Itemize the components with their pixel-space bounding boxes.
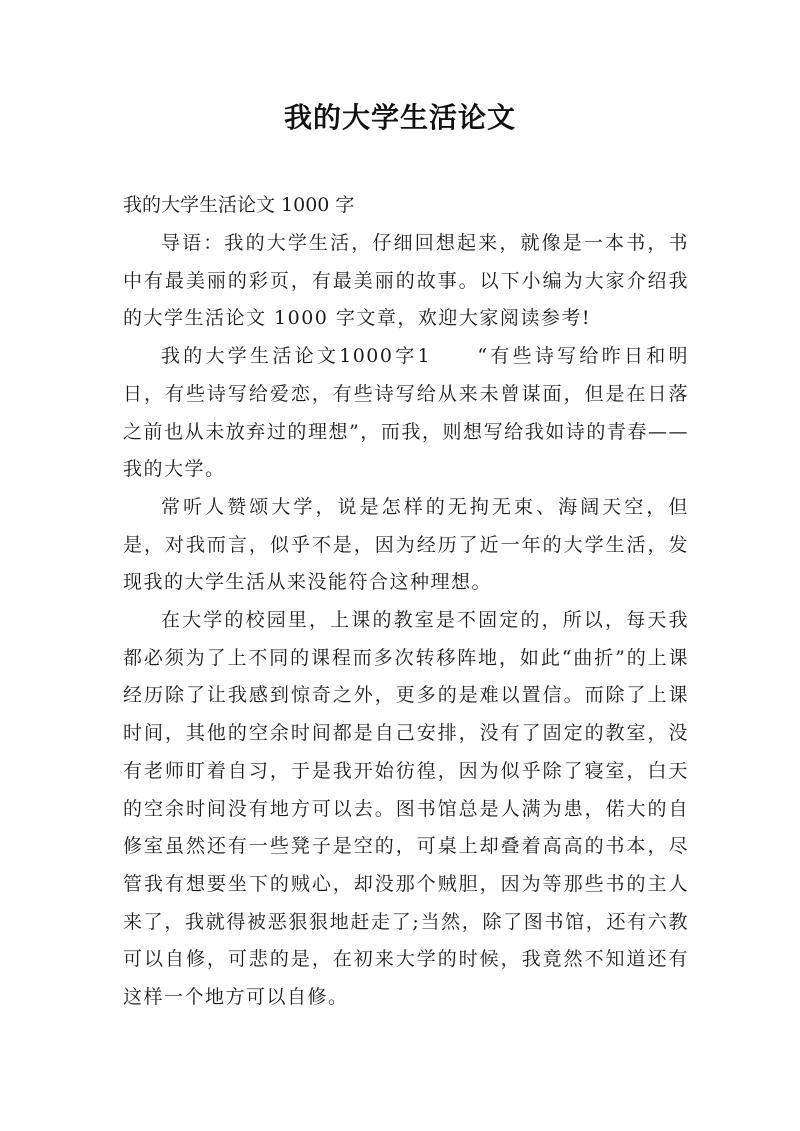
paragraph-campus: 在大学的校园里，上课的教室是不固定的，所以，每天我都必须为了上不同的课程而多次转移阵地，如此“曲折”的上课经历除了让我感到惊奇之外，更多的是难以置信。而除了上课时间，其他的空余时间都是自己安排，没有了固定的教室，没有老师盯着自习，于是我开始彷徨，因为似乎除了寝室，白天的空余时间没有地方可以去。图书馆总是人满为患，偌大的自修室虽然还有一些凳子是空的，可桌上却叠着高高的书本，尽管我有想要坐下的贼心，却没那个贼胆，因为等那些书的主人来了，我就得被恶狠狠地赶走了;当然，除了图书馆，还有六教可以自修，可悲的是，在初来大学的时候，我竟然不知道还有这样一个地方可以自修。	[123, 609, 689, 1009]
document-body	[123, 225, 689, 1017]
document-subtitle: 我的大学生活论文 1000 字	[123, 194, 355, 216]
paragraph-poem: 我的大学生活论文1000字1 “有些诗写给昨日和明日，有些诗写给爱恋，有些诗写给从来未曾谋面，但是在日落之前也从未放弃过的理想”，而我，则想写给我如诗的青春——我的大学。	[123, 345, 689, 481]
paragraph-intro: 导语：我的大学生活，仔细回想起来，就像是一本书，书中有最美丽的彩页，有最美丽的故事。以下小编为大家介绍我的大学生活论文 1000 字文章，欢迎大家阅读参考!	[123, 232, 689, 330]
paragraph-praise: 常听人赞颂大学，说是怎样的无拘无束、海阔天空，但是，对我而言，似乎不是，因为经历了近一年的大学生活，发现我的大学生活从来没能符合这种理想。	[123, 495, 689, 594]
document-title: 我的大学生活论文	[283, 101, 516, 134]
